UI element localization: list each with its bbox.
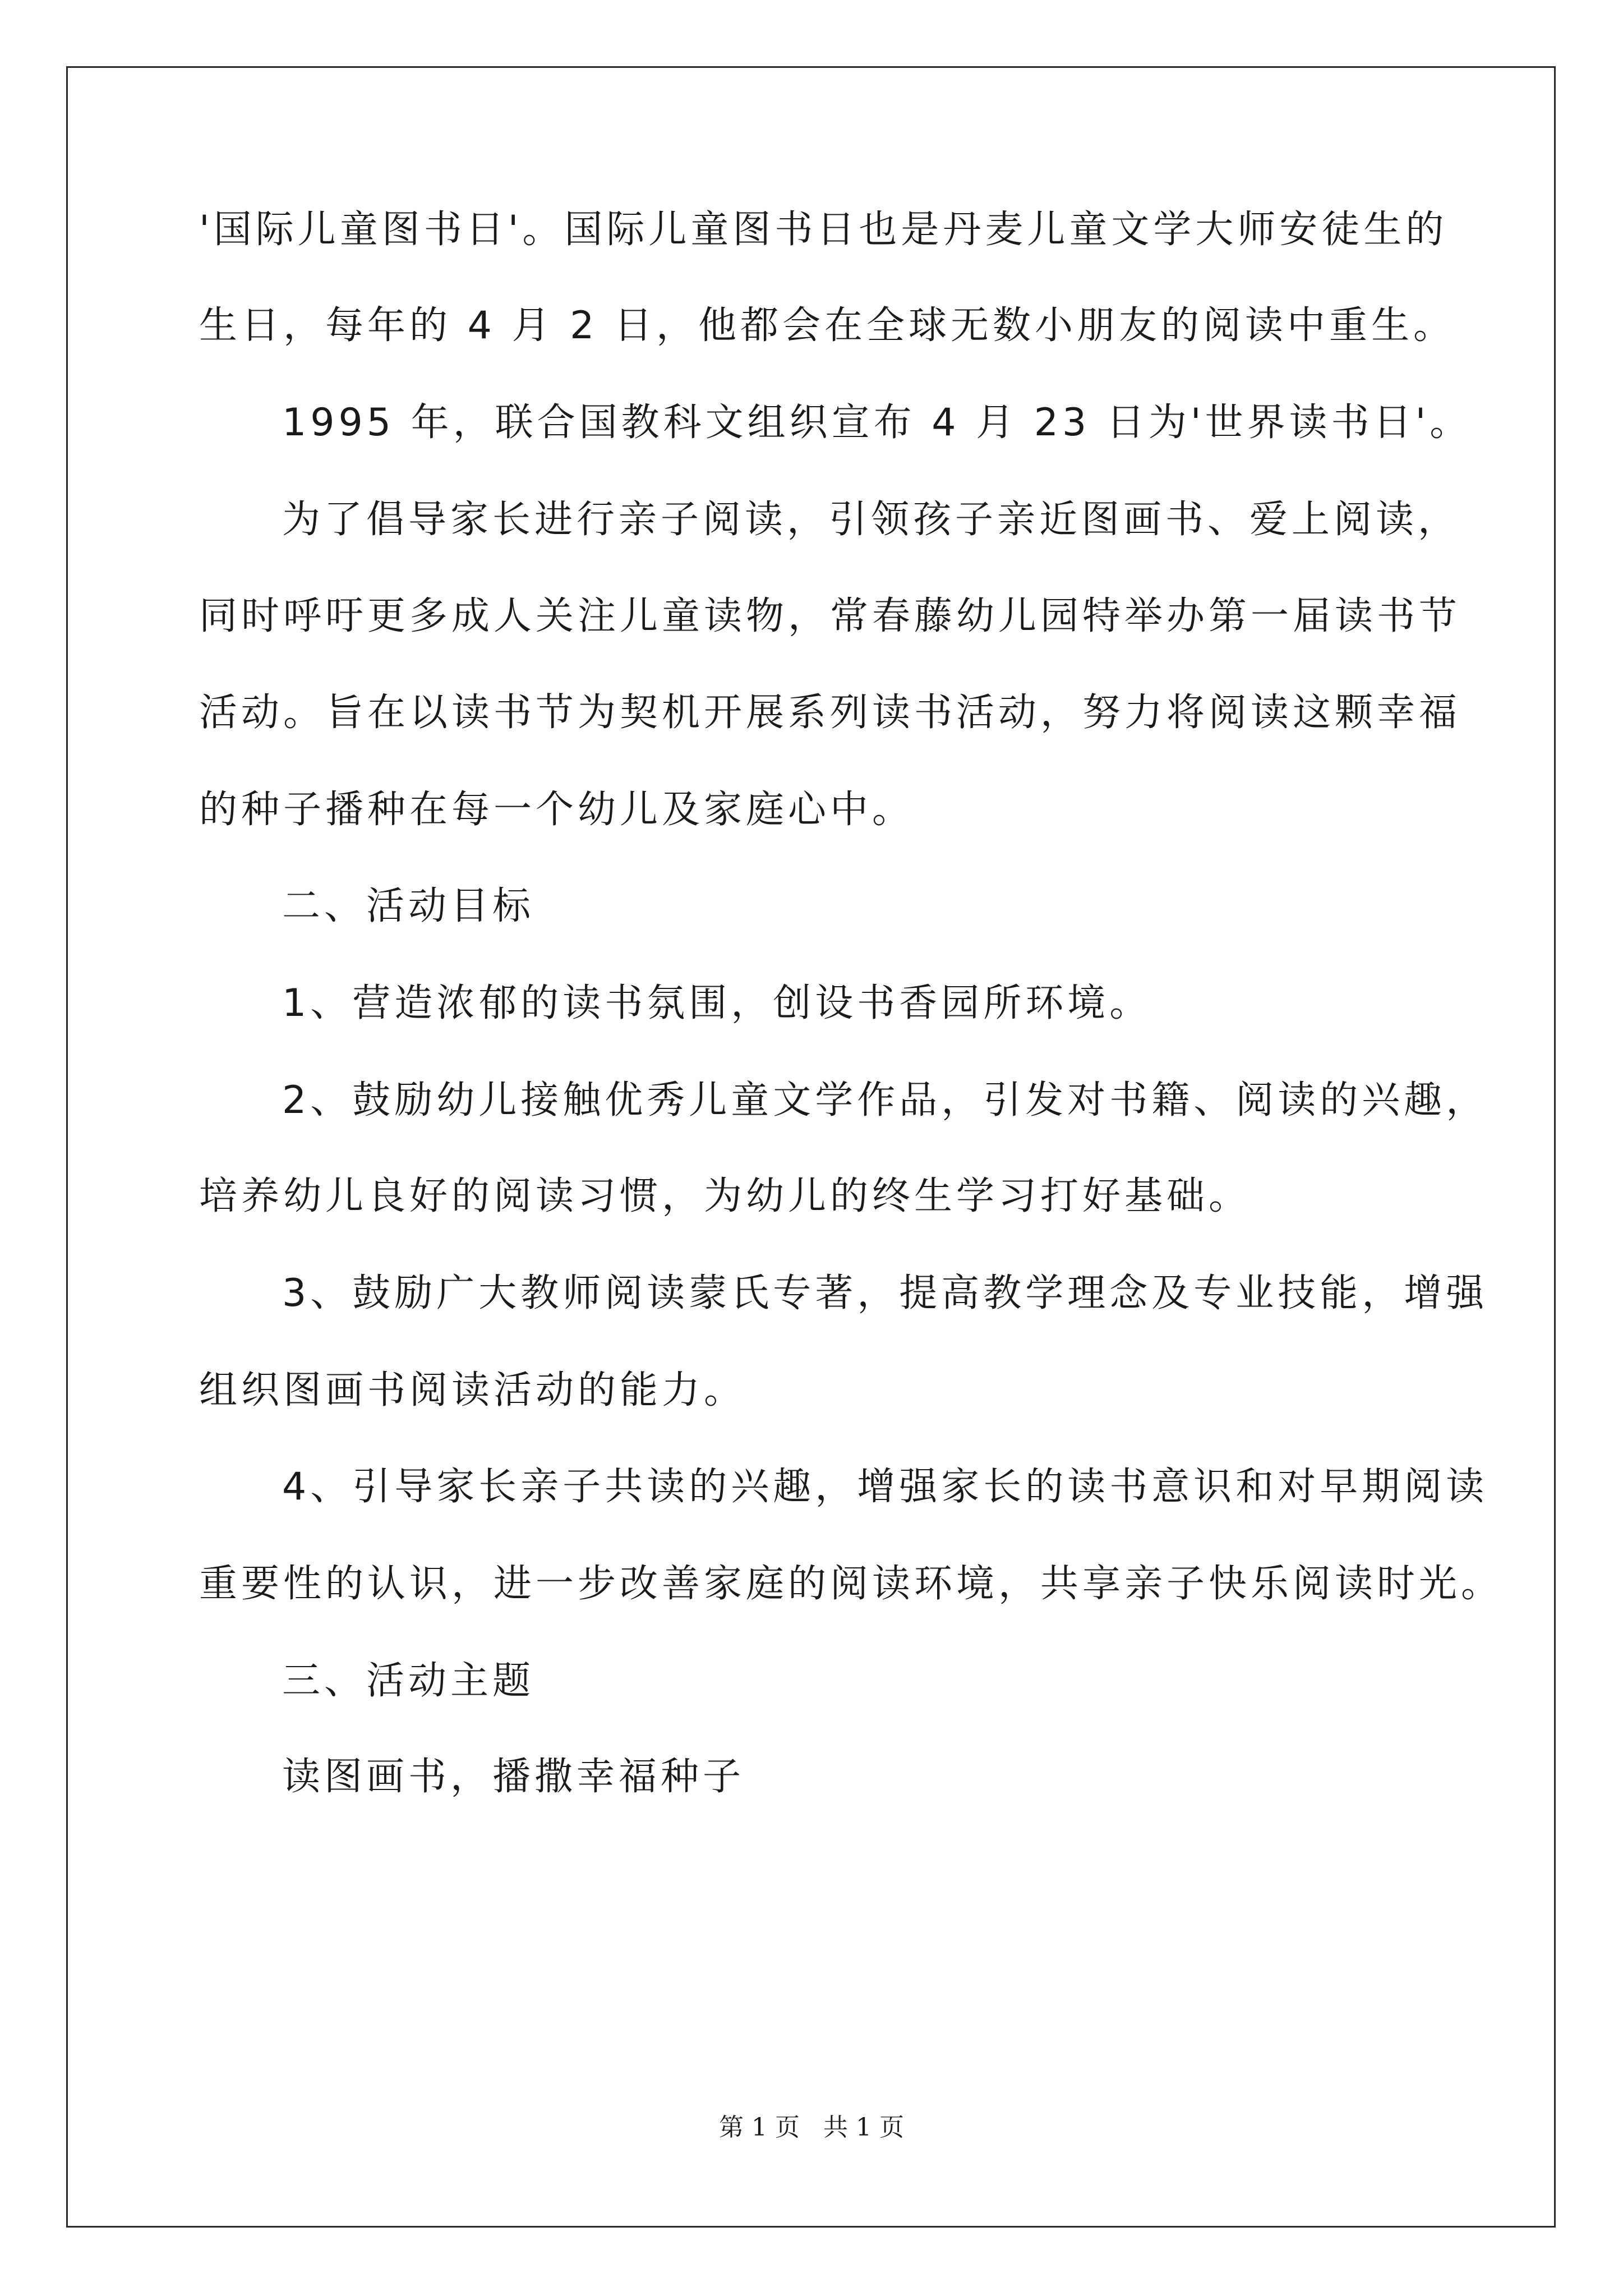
- text-line-7: 的种子播种在每一个幼儿及家庭心中。: [199, 788, 915, 832]
- text-line-11: 培养幼儿良好的阅读习惯，为幼儿的终生学习打好基础。: [199, 1174, 1251, 1218]
- page-border: [66, 66, 1556, 2228]
- text-line-1: '国际儿童图书日'。国际儿童图书日也是丹麦儿童文学大师安徒生的: [199, 208, 1448, 252]
- section-heading-theme: 三、活动主题: [282, 1659, 535, 1703]
- theme-text: 读图画书，播撒幸福种子: [282, 1755, 745, 1799]
- text-line-3: 1995 年，联合国教科文组织宣布 4 月 23 日为'世界读书日'。: [282, 401, 1472, 445]
- text-line-6: 活动。旨在以读书节为契机开展系列读书活动，努力将阅读这颗幸福: [199, 691, 1461, 735]
- text-line-14: 4、引导家长亲子共读的兴趣，增强家长的读书意识和对早期阅读: [282, 1465, 1488, 1509]
- text-line-5: 同时呼吁更多成人关注儿童读物，常春藤幼儿园特举办第一届读书节: [199, 594, 1461, 638]
- text-line-13: 组织图画书阅读活动的能力。: [199, 1368, 746, 1412]
- text-line-10: 2、鼓励幼儿接触优秀儿童文学作品，引发对书籍、阅读的兴趣，: [282, 1078, 1488, 1122]
- text-line-15: 重要性的认识，进一步改善家庭的阅读环境，共享亲子快乐阅读时光。: [199, 1562, 1504, 1606]
- text-line-9: 1、营造浓郁的读书氛围，创设书香园所环境。: [282, 981, 1152, 1025]
- text-line-4: 为了倡导家长进行亲子阅读，引领孩子亲近图画书、爱上阅读，: [282, 498, 1460, 542]
- section-heading-goals: 二、活动目标: [282, 884, 535, 928]
- page-footer: 第 1 页 共 1 页: [719, 2113, 904, 2142]
- text-line-12: 3、鼓励广大教师阅读蒙氏专著，提高教学理念及专业技能，增强: [282, 1271, 1488, 1315]
- text-line-2: 生日，每年的 4 月 2 日，他都会在全球无数小朋友的阅读中重生。: [199, 303, 1455, 348]
